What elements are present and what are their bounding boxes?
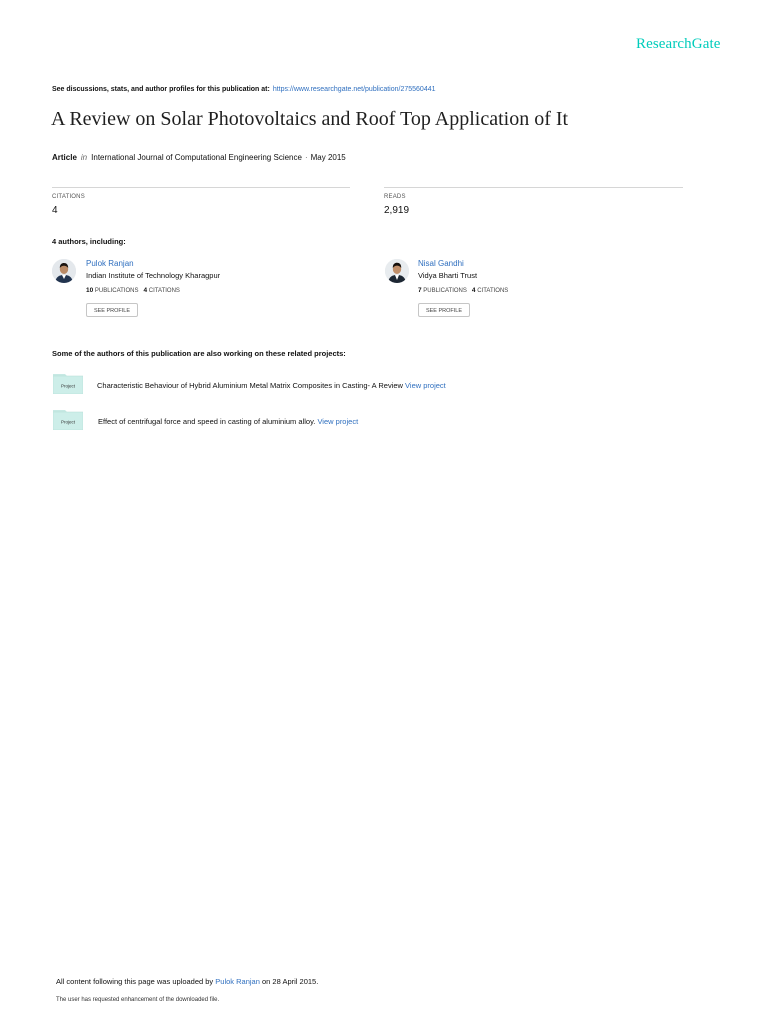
publication-url-link[interactable]: https://www.researchgate.net/publication/275560441 [272, 86, 436, 93]
citations-count: 4 [471, 287, 476, 294]
project-title: Effect of centrifugal force and speed in casting of aluminium alloy. [98, 417, 316, 426]
view-project-link[interactable]: View project [405, 381, 446, 390]
in-word: in [80, 153, 88, 162]
enhancement-note: The user has requested enhancement of the downloaded file. [56, 997, 220, 1003]
person-portrait-icon [385, 259, 409, 283]
upload-note [56, 977, 318, 986]
publication-type: Article [52, 153, 77, 162]
researchgate-logo[interactable]: ResearchGate [636, 36, 721, 52]
journal-name: International Journal of Computational Engineering Science [91, 153, 302, 162]
author-name-link[interactable]: Pulok Ranjan [86, 259, 134, 268]
authors-heading: 4 authors, including: [52, 237, 126, 246]
view-project-link[interactable]: View project [317, 417, 359, 426]
person-portrait-icon [52, 259, 76, 283]
reads-label: READS [384, 194, 406, 200]
reads-divider [384, 187, 683, 188]
publications-label: PUBLICATIONS [423, 288, 467, 294]
publication-meta [52, 153, 346, 162]
author-institution: Indian Institute of Technology Kharagpur [86, 271, 221, 280]
project-folder-icon[interactable] [53, 410, 83, 430]
reads-count: 2,919 [384, 205, 410, 216]
upload-suffix: on 28 April 2015. [262, 977, 319, 986]
project-item [98, 417, 358, 426]
citations-label: CITATIONS [52, 194, 85, 200]
see-profile-button[interactable]: SEE PROFILE [418, 303, 470, 317]
publication-title: A Review on Solar Photovoltaics and Roof Top Application of It [51, 108, 569, 130]
publications-count: 7 [418, 287, 422, 294]
publications-label: PUBLICATIONS [94, 288, 139, 294]
uploader-link[interactable]: Pulok Ranjan [215, 977, 260, 986]
author-stats [86, 287, 180, 294]
project-tile-label: Project [60, 419, 76, 425]
project-tile-label: Project [60, 383, 76, 389]
citations-label: CITATIONS [477, 288, 509, 294]
author-institution: Vidya Bharti Trust [418, 271, 478, 280]
project-item [97, 381, 446, 390]
see-profile-button[interactable]: SEE PROFILE [86, 303, 138, 317]
author-avatar[interactable] [52, 259, 76, 283]
meta-separator: · [304, 153, 308, 162]
author-stats [418, 287, 508, 294]
discussion-text: See discussions, stats, and author profiles for this publication at: [52, 86, 270, 93]
citations-label: CITATIONS [148, 288, 180, 294]
upload-prefix: All content following this page was uploaded by [56, 977, 214, 986]
discussion-line [52, 86, 436, 93]
related-projects-heading: Some of the authors of this publication are also working on these related projects: [52, 349, 346, 358]
citations-divider [52, 187, 350, 188]
publications-count: 10 [86, 287, 94, 294]
citations-count: 4 [52, 205, 58, 216]
project-title: Characteristic Behaviour of Hybrid Aluminium Metal Matrix Composites in Casting- A Review [97, 381, 403, 390]
publication-date: May 2015 [310, 153, 346, 162]
citations-count: 4 [143, 287, 148, 294]
author-avatar[interactable] [385, 259, 409, 283]
author-name-link[interactable]: Nisal Gandhi [418, 259, 464, 268]
project-folder-icon[interactable] [53, 374, 83, 394]
